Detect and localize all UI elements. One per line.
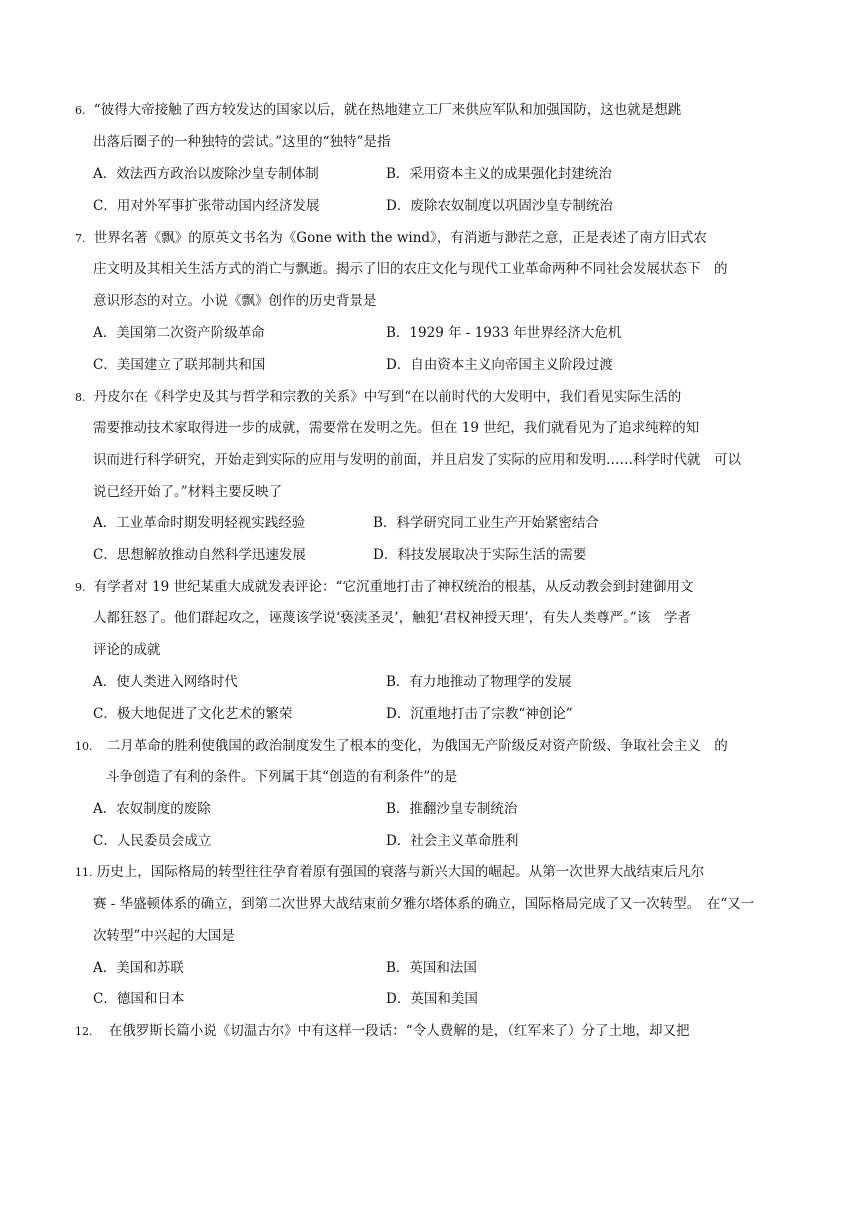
question-7-number: 7. [75, 232, 86, 245]
question-9-number: 9. [75, 581, 86, 594]
question-9-option-a: A．使人类进入网络时代 [93, 674, 238, 690]
question-8-option-b: B．科学研究同工业生产开始紧密结合 [373, 515, 599, 531]
question-8-option-c: C．思想解放推动自然科学迅速发展 [93, 547, 306, 563]
question-6-option-c: C．用对外军事扩张带动国内经济发展 [93, 198, 320, 214]
question-11-option-c: C．德国和日本 [93, 991, 185, 1007]
question-7-line-2: 庄文明及其相关生活方式的消亡与飘逝。揭示了旧的农庄文化与现代工业革命两种不同社会发展状态下 的 [93, 261, 728, 277]
question-9-option-b: B．有力地推动了物理学的发展 [386, 674, 572, 690]
question-11-line-1 [75, 862, 704, 883]
question-9-option-c: C．极大地促进了文化艺术的繁荣 [93, 706, 293, 722]
question-8-option-a: A．工业革命时期发明轻视实践经验 [93, 515, 306, 531]
question-10-option-a: A．农奴制度的废除 [93, 801, 211, 817]
question-7-option-b: B．1929 年 - 1933 年世界经济大危机 [386, 325, 622, 341]
question-7-option-a: A．美国第二次资产阶级革命 [93, 325, 265, 341]
question-6-line-2: 出落后圈子的一种独特的尝试。”这里的“独特”是指 [93, 134, 391, 150]
question-12-text-1: 在俄罗斯长篇小说《切温古尔》中有这样一段话：“令人费解的是，（红军来了）分了土地，却又把 [108, 1023, 690, 1039]
question-7-text-1: 世界名著《飘》的原英文书名为《Gone with the wind》，有消逝与渺茫之意，正是表述了南方旧式农 [93, 230, 707, 246]
question-10-option-c: C．人民委员会成立 [93, 833, 212, 849]
question-6-option-a: A．效法西方政治以废除沙皇专制体制 [93, 166, 319, 182]
question-12-number: 12. [75, 1025, 93, 1038]
question-6-number: 6. [75, 104, 86, 117]
question-7-line-3: 意识形态的对立。小说《飘》创作的历史背景是 [93, 293, 377, 309]
question-8-line-3: 识而进行科学研究，开始走到实际的应用与发明的前面，并且启发了实际的应用和发明……科学时代就 可以 [93, 452, 741, 468]
question-6-line-1 [75, 100, 681, 121]
question-6-text-1: “彼得大帝接触了西方较发达的国家以后，就在热地建立工厂来供应军队和加强国防，这也就是想跳 [93, 102, 682, 118]
question-10-line-1 [75, 736, 728, 757]
question-7-option-d: D．自由资本主义向帝国主义阶段过渡 [386, 357, 613, 373]
question-7-line-1 [75, 228, 707, 249]
question-9-text-1: 有学者对 19 世纪某重大成就发表评论：“它沉重地打击了神权统治的根基，从反动教会到封建御用文 [93, 579, 694, 595]
question-6-option-d: D．废除农奴制度以巩固沙皇专制统治 [386, 198, 613, 214]
question-11-number: 11. [75, 866, 93, 879]
question-10-option-b: B．推翻沙皇专制统治 [386, 801, 518, 817]
question-10-option-d: D．社会主义革命胜利 [386, 833, 519, 849]
question-10-text-1: 二月革命的胜利使俄国的政治制度发生了根本的变化，为俄国无产阶级反对资产阶级、争取社会主义 的 [106, 738, 728, 754]
question-6-option-b: B．采用资本主义的成果强化封建统治 [386, 166, 612, 182]
question-11-option-a: A．美国和苏联 [93, 960, 184, 976]
question-10-number: 10. [75, 740, 93, 753]
question-7-option-c: C．美国建立了联邦制共和国 [93, 357, 266, 373]
question-11-line-2: 赛 - 华盛顿体系的确立，到第二次世界大战结束前夕雅尔塔体系的确立，国际格局完成了又一次转型。 在“又一 [93, 896, 755, 912]
question-8-option-d: D．科技发展取决于实际生活的需要 [373, 547, 587, 563]
question-9-line-1 [75, 577, 693, 598]
question-10-line-2: 斗争创造了有利的条件。下列属于其“创造的有利条件”的是 [106, 769, 458, 785]
question-9-line-3: 评论的成就 [93, 642, 161, 658]
question-11-option-d: D．英国和美国 [386, 991, 478, 1007]
question-8-line-4: 说已经开始了。”材料主要反映了 [93, 484, 283, 500]
question-9-line-2: 人都狂怒了。他们群起攻之，诬蔑该学说‘亵渎圣灵’，触犯‘君权神授天理’，有失人类尊严。”该 学者 [93, 610, 691, 626]
question-9-option-d: D．沉重地打击了宗教“神创论” [386, 706, 573, 722]
question-11-option-b: B．英国和法国 [386, 960, 477, 976]
question-8-line-2: 需要推动技术家取得进一步的成就，需要常在发明之先。但在 19 世纪，我们就看见为了追求纯粹的知 [93, 420, 700, 436]
question-12-line-1 [75, 1021, 689, 1042]
question-8-text-1: 丹皮尔在《科学史及其与哲学和宗教的关系》中写到“在以前时代的大发明中，我们看见实际生活的 [93, 389, 682, 405]
question-11-line-3: 次转型”中兴起的大国是 [93, 928, 235, 944]
question-8-line-1 [75, 387, 681, 408]
question-8-number: 8. [75, 391, 86, 404]
question-11-text-1: 历史上，国际格局的转型往往孕育着原有强国的衰落与新兴大国的崛起。从第一次世界大战结束后凡尔 [96, 864, 705, 880]
